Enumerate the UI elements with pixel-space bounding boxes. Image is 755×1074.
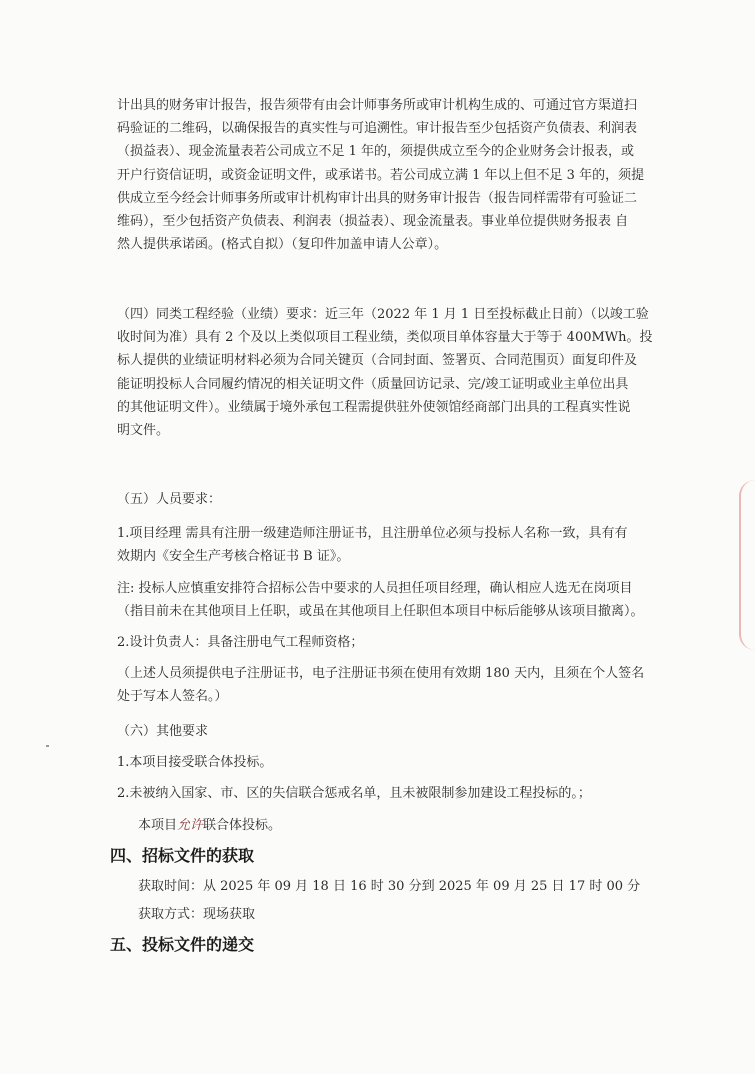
section-5-title: 五、投标文件的递交 [110,935,255,954]
text-line: 1.项目经理 需具有注册一级建造师注册证书，且注册单位必须与投标人名称一致，具有有 [117,526,628,542]
text-line: 能证明投标人合同履约情况的相关证明文件（质量回访记录、完/竣工证明或业主单位出具 [117,376,629,392]
text-line: 计出具的财务审计报告，报告须带有由会计师事务所或审计机构生成的、可通过官方渠道扫 [117,98,638,113]
text-line: 的其他证明文件）。业绩属于境外承包工程需提供驻外使领馆经商部门出具的工程真实性说 [117,399,631,415]
text-line: 供成立至今经会计师事务所或审计机构审计出具的财务审计报告（报告同样需带有可验证二 [117,190,638,206]
text-line: 开户行资信证明，或资金证明文件，或承诺书。若公司成立满 1 年以上但不足 3 年的，须提 [117,167,645,183]
text-line: （指目前未在其他项目上任职，或虽在其他项目上任职但本项目中标后能够从该项目撤离）。 [117,603,644,619]
consortium-handwritten-word: 允许 [177,818,204,833]
acquisition-time: 获取时间：从 2025 年 09 月 18 日 16 时 30 分到 2025 年 09 月 25 日 17 时 00 分 [138,879,641,894]
text-line: 收时间为准）具有 2 个及以上类似项目工程业绩，类似项目单体容量大于等于 400MWh。投 [117,330,653,346]
consortium-statement [138,815,281,837]
consortium-prefix: 本项目 [138,818,178,833]
red-seal-edge [739,480,755,650]
text-line: （六）其他要求 [117,724,209,739]
text-line: 2.设计负责人：具备注册电气工程师资格； [117,635,364,651]
text-line: 然人提供承诺函。(格式自拟）（复印件加盖申请人公章）。 [117,237,448,253]
text-line: 1.本项目接受联合体投标。 [117,755,273,771]
paragraph-financial-audit [117,94,651,256]
paragraph-project-experience [117,303,651,442]
section-4-title: 四、招标文件的获取 [110,846,255,865]
paragraph-other-requirements [117,720,651,806]
text-line: 码验证的二维码，以确保报告的真实性与可追溯性。审计报告至少包括资产负债表、利润表 [117,121,638,137]
text-line: 效期内《安全生产考核合格证书 B 证》。 [117,549,350,565]
acquisition-method: 获取方式：现场获取 [138,907,256,922]
text-line: 明文件。 [117,423,170,439]
text-line: （四）同类工程经验（业绩）要求：近三年（2022 年 1 月 1 日至投标截止日前）（以竣工验 [117,307,649,322]
text-line: 注: 投标人应慎重安排符合招标公告中要求的人员担任项目经理，确认相应人选无在岗项目 [117,580,633,596]
text-line: 维码），至少包括资产负债表、利润表（损益表）、现金流量表。事业单位提供财务报表 自 [117,214,629,230]
text-line: （五）人员要求： [117,492,222,507]
text-line: 标人提供的业绩证明材料必须为合同关键页（合同封面、签署页、合同范围页）面复印件及 [117,353,638,369]
text-line: 2.未被纳入国家、市、区的失信联合惩戒名单，且未被限制参加建设工程投标的。； [117,786,591,802]
scan-speck [46,745,49,747]
consortium-suffix: 联合体投标。 [203,818,282,833]
text-line: （上述人员须提供电子注册证书，电子注册证书须在使用有效期 180 天内，且须在个人签名 [117,666,645,682]
text-line: 处于写本人签名。） [117,689,228,705]
paragraph-personnel [117,488,651,709]
text-line: （损益表）、现金流量表若公司成立不足 1 年的，须提供成立至今的企业财务会计报表，或 [117,144,635,160]
